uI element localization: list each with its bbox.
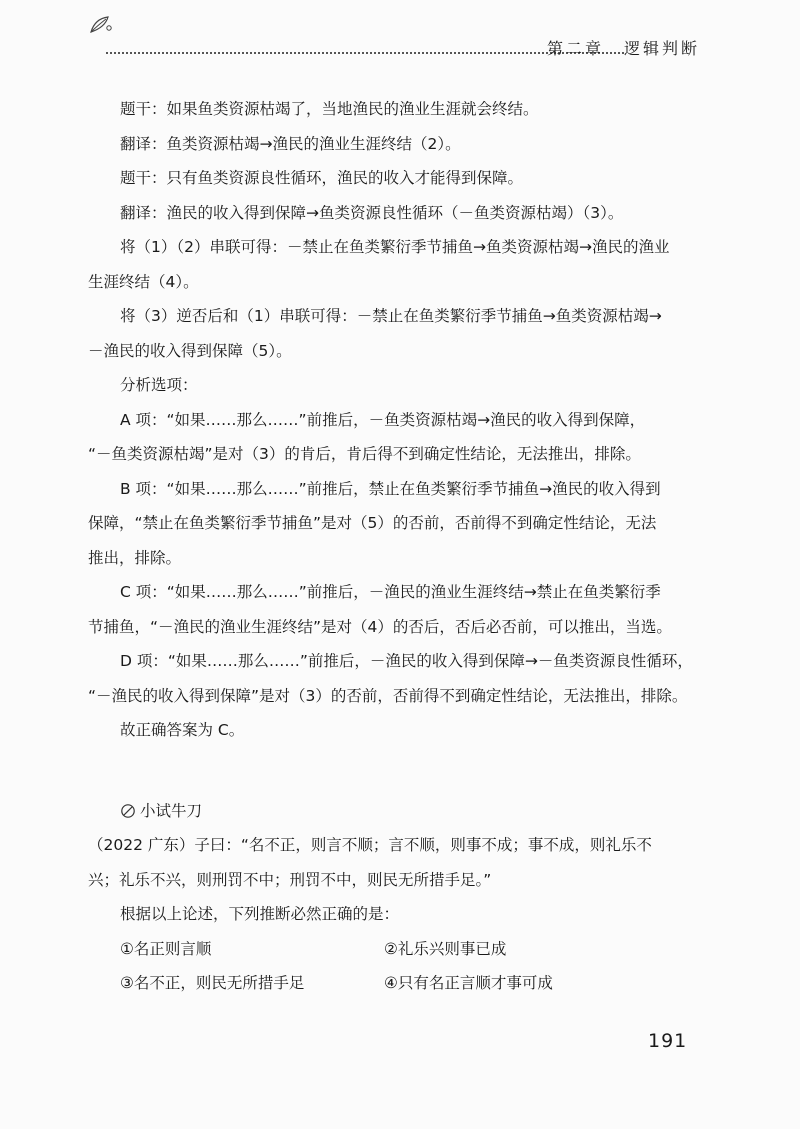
body-line: 生涯终结（4）。 xyxy=(88,272,199,291)
option-4: ④只有名正言顺才事可成 xyxy=(384,974,553,992)
option-analysis-d-cont: “－渔民的收入得到保障”是对（3）的否前，否前得不到确定性结论，无法推出，排除。 xyxy=(88,686,688,705)
question-text: 兴；礼乐不兴，则刑罚不中；刑罚不中，则民无所措手足。” xyxy=(88,870,492,889)
body-line: 将（1）（2）串联可得：－禁止在鱼类繁衍季节捕鱼→鱼类资源枯竭→渔民的渔业 xyxy=(120,238,670,256)
option-analysis-a: A 项：“如果……那么……”前推后，－鱼类资源枯竭→渔民的收入得到保障， xyxy=(120,410,646,429)
chapter-number: 第二章 xyxy=(546,39,604,58)
option-2: ②礼乐兴则事已成 xyxy=(384,939,507,958)
option-3: ③名不正，则民无所措手足 xyxy=(120,974,305,992)
section-title: 逻辑判断 xyxy=(623,39,700,58)
body-line: 题干：只有鱼类资源良性循环，渔民的收入才能得到保障。 xyxy=(120,169,524,187)
option-analysis-b: B 项：“如果……那么……”前推后，禁止在鱼类繁衍季节捕鱼→渔民的收入得到 xyxy=(120,479,661,498)
option-analysis-c-cont: 节捕鱼，“－渔民的渔业生涯终结”是对（4）的否后，否后必否前，可以推出，当选。 xyxy=(88,617,672,636)
body-line: －渔民的收入得到保障（5）。 xyxy=(88,341,292,360)
page-number: 191 xyxy=(648,1030,688,1052)
pencil-circle-icon xyxy=(120,803,136,819)
body-line: 题干：如果鱼类资源枯竭了，当地渔民的渔业生涯就会终结。 xyxy=(120,100,539,118)
option-analysis-b-cont: 保障，“禁止在鱼类繁衍季节捕鱼”是对（5）的否前，否前得不到确定性结论，无法 xyxy=(88,514,657,532)
question-prompt: 根据以上论述，下列推断必然正确的是： xyxy=(120,905,400,923)
answer-line: 故正确答案为 C。 xyxy=(120,721,245,739)
option-analysis-c: C 项：“如果……那么……”前推后，－渔民的渔业生涯终结→禁止在鱼类繁衍季 xyxy=(120,583,661,601)
body-line: 分析选项： xyxy=(120,376,198,394)
body-line: 翻译：渔民的收入得到保障→鱼类资源良性循环（－鱼类资源枯竭）（3）。 xyxy=(120,203,624,222)
question-text: （2022 广东）子曰：“名不正，则言不顺；言不顺，则事不成；事不成，则礼乐不 xyxy=(88,836,652,854)
page-body xyxy=(88,92,694,1001)
option-1: ①名正则言顺 xyxy=(120,939,212,958)
body-line: 翻译：鱼类资源枯竭→渔民的渔业生涯终结（2）。 xyxy=(120,134,461,153)
page-header xyxy=(88,14,700,58)
practice-title: 小试牛刀 xyxy=(140,801,203,820)
body-line: 将（3）逆否后和（1）串联可得：－禁止在鱼类繁衍季节捕鱼→鱼类资源枯竭→ xyxy=(120,307,662,325)
leaf-ornament-icon xyxy=(88,14,114,36)
option-analysis-d: D 项：“如果……那么……”前推后，－渔民的收入得到保障→－鱼类资源良性循环， xyxy=(120,652,693,670)
option-row xyxy=(88,932,694,967)
option-analysis-b-cont: 推出，排除。 xyxy=(88,548,182,567)
option-row xyxy=(88,966,694,1001)
option-analysis-a-cont: “－鱼类资源枯竭”是对（3）的肯后，肯后得不到确定性结论，无法推出，排除。 xyxy=(88,445,641,463)
chapter-title xyxy=(547,36,700,59)
practice-heading xyxy=(88,794,694,829)
